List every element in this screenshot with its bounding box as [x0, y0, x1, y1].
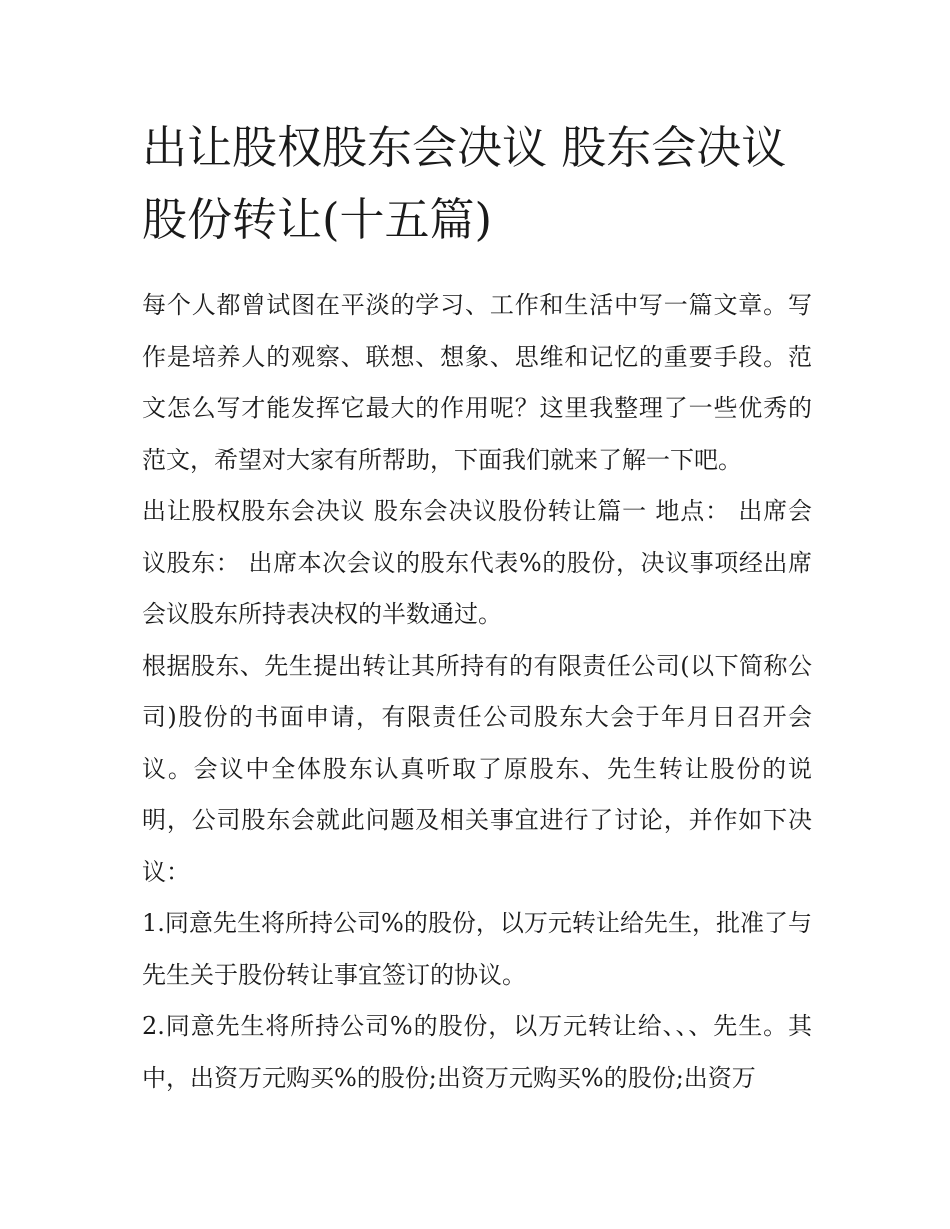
- document-body: [142, 280, 812, 1104]
- paragraph-resolution-1: 1.同意先生将所持公司%的股份，以万元转让给先生，批准了与先生关于股份转让事宜签订的协议。: [142, 909, 812, 989]
- paragraph-meeting-info: 出让股权股东会决议 股东会决议股份转让篇一 地点： 出席会议股东： 出席本次会议的股东代表%的股份，决议事项经出席会议股东所持表决权的半数通过。: [142, 497, 812, 628]
- paragraph-intro: 每个人都曾试图在平淡的学习、工作和生活中写一篇文章。写作是培养人的观察、联想、想象、思维和记忆的重要手段。范文怎么写才能发挥它最大的作用呢？这里我整理了一些优秀的范文，希望对大家有所帮助，下面我们就来了解一下吧。: [142, 291, 812, 474]
- paragraph-background: 根据股东、先生提出转让其所持有的有限责任公司(以下简称公司)股份的书面申请，有限责任公司股东大会于年月日召开会议。会议中全体股东认真听取了原股东、先生转让股份的说明，公司股东会就此问题及相关事宜进行了讨论，并作如下决议：: [142, 651, 812, 886]
- document-title: 出让股权股东会决议 股东会决议股份转让(十五篇): [142, 121, 787, 246]
- document-content: [142, 112, 812, 1104]
- paragraph-resolution-2: 2.同意先生将所持公司%的股份，以万元转让给、、、先生。其中，出资万元购买%的股份;出资万元购买%的股份;出资万: [142, 1012, 812, 1092]
